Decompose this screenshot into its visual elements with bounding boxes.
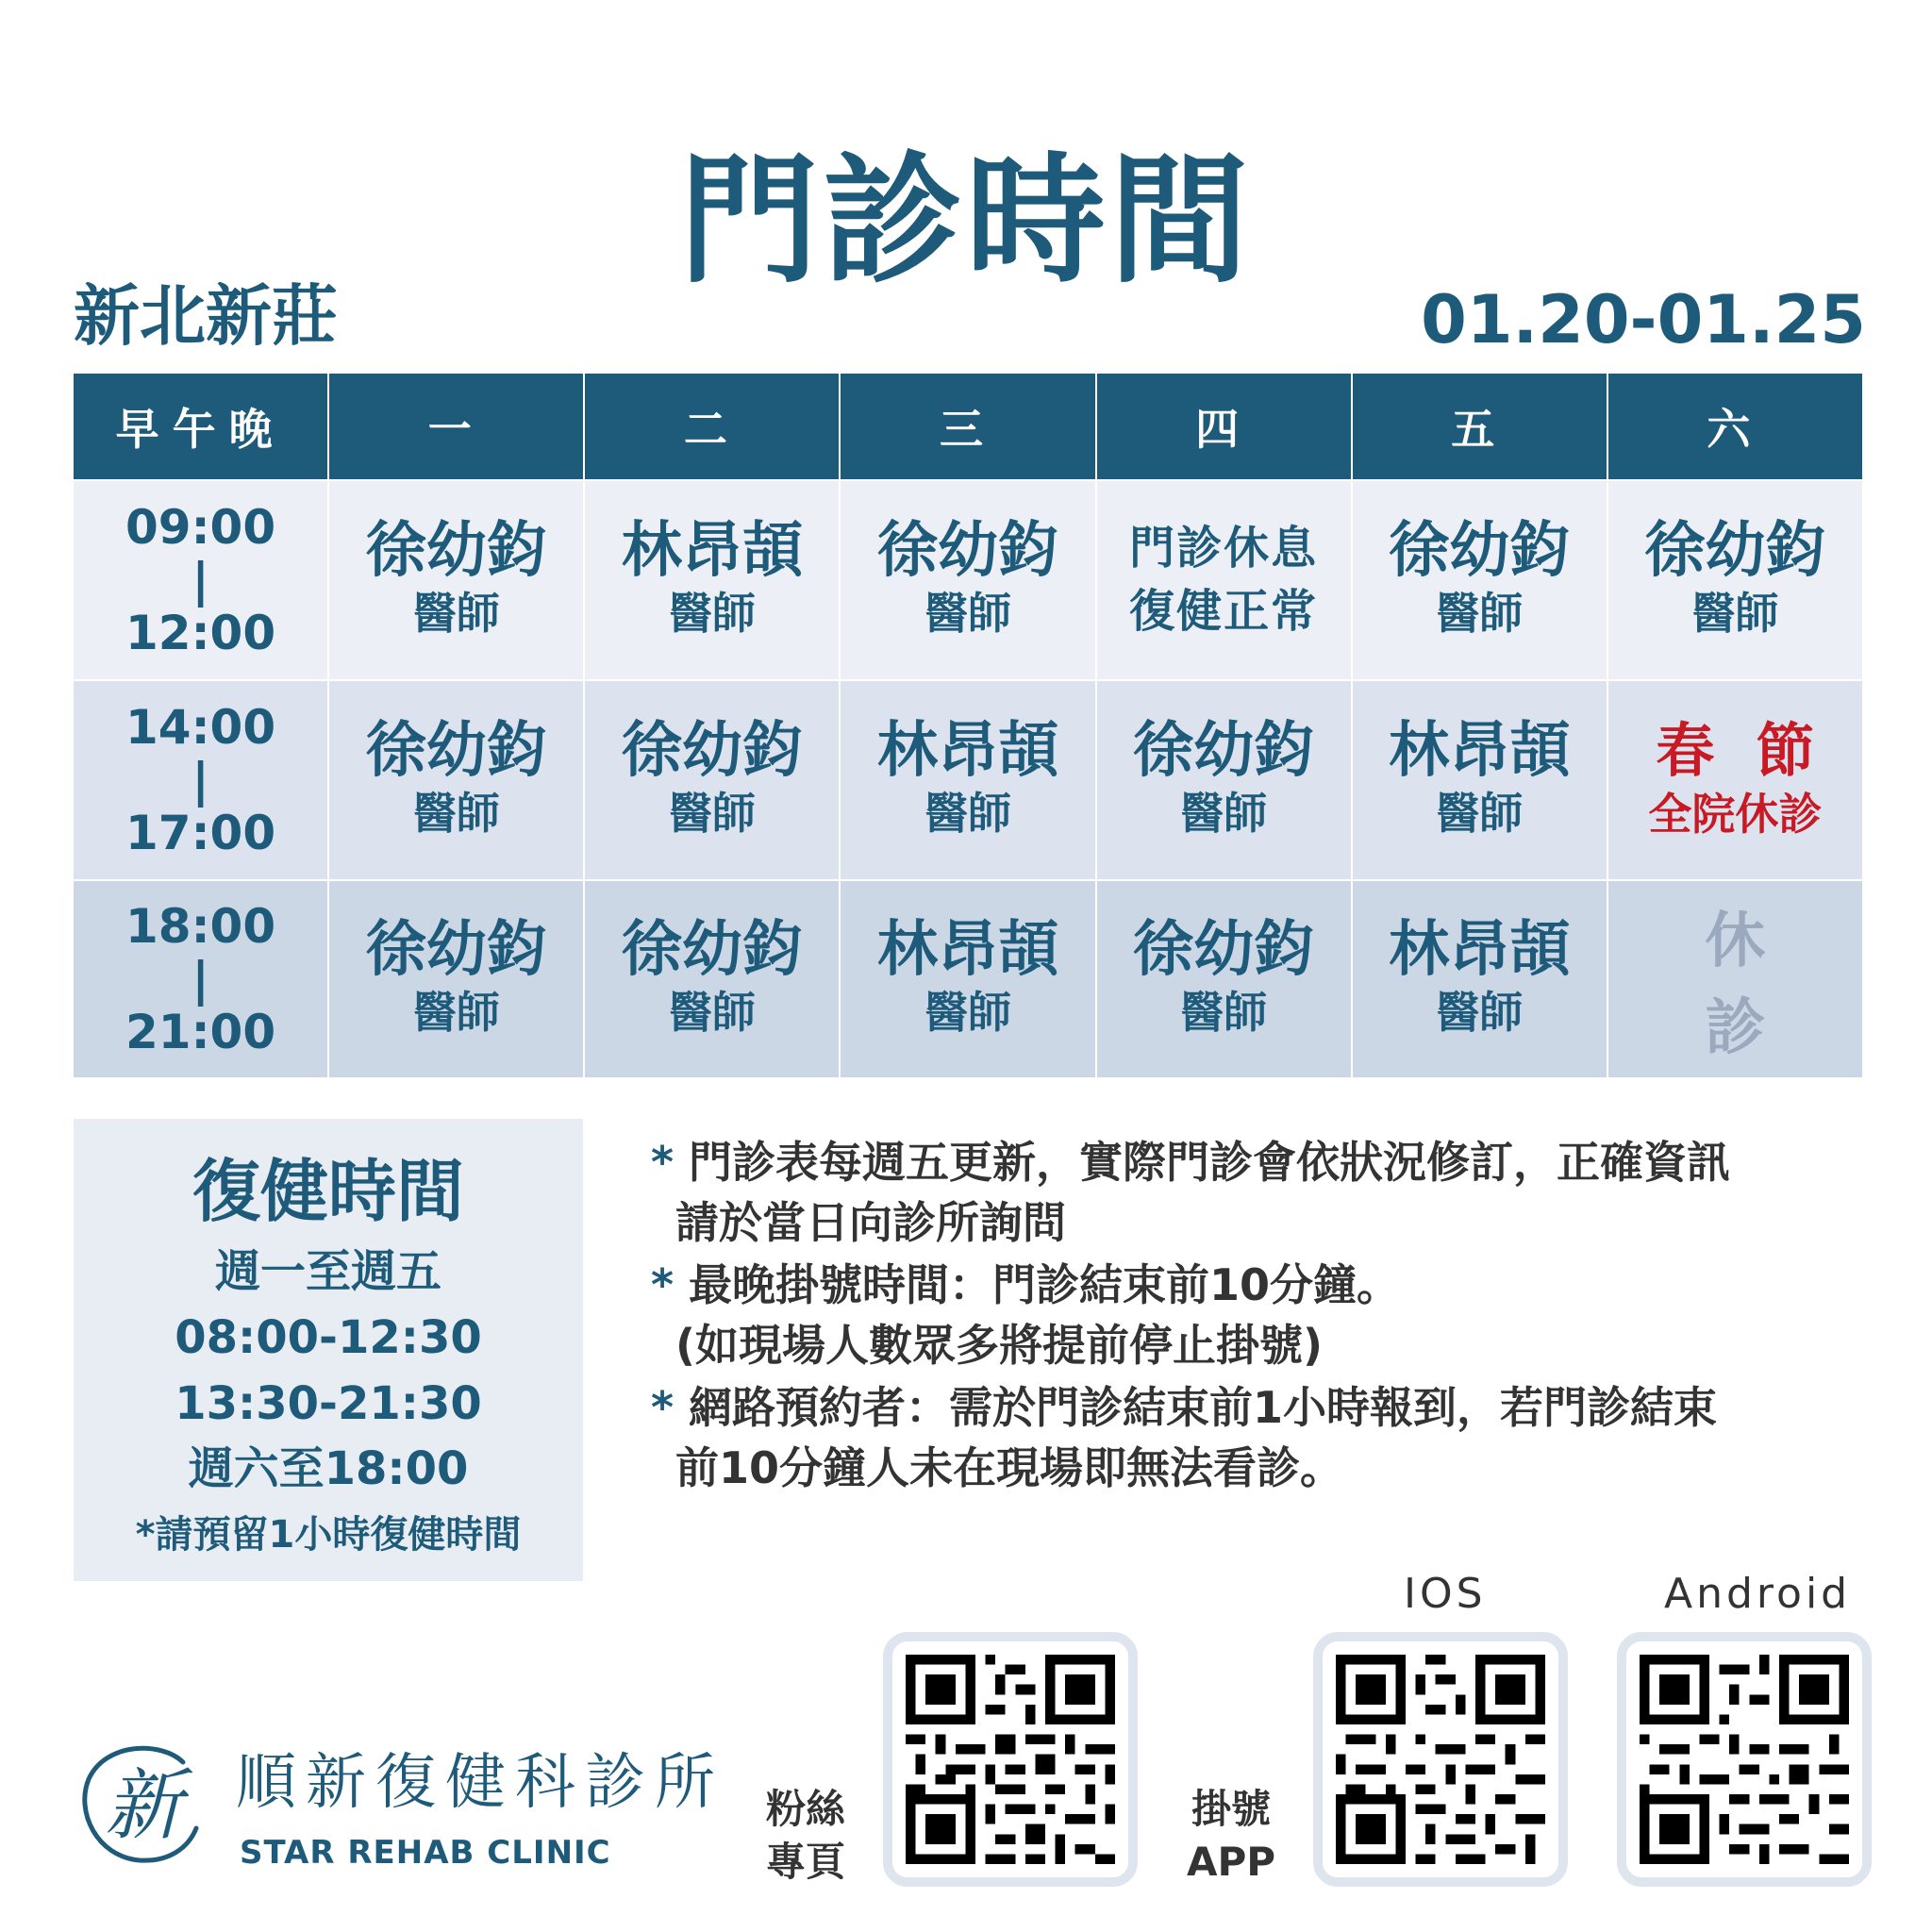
rehab-title: 復健時間: [192, 1152, 464, 1231]
header-day-sat: 六: [1608, 374, 1862, 479]
schedule-cell: [585, 881, 839, 1077]
doctor-role: 醫師: [668, 588, 756, 640]
note-item: [651, 1255, 1868, 1375]
doctor-role: 醫師: [1436, 987, 1524, 1039]
time-end: 21:00: [125, 1005, 276, 1059]
doctor-name: 徐幼鈞: [621, 914, 803, 985]
time-separator: |: [192, 553, 209, 608]
fans-label-line2: 專頁: [766, 1839, 846, 1885]
doctor-name: 徐幼鈞: [1644, 515, 1826, 586]
clinic-logo-icon: [72, 1734, 213, 1875]
schedule-cell: [1608, 481, 1862, 679]
schedule-cell: [1353, 881, 1607, 1077]
time-end: 17:00: [125, 806, 276, 860]
doctor-name: 徐幼鈞: [365, 515, 547, 586]
doctor-name: 林昂頡: [876, 914, 1058, 985]
header-day-fri: 五: [1353, 374, 1607, 479]
doctor-role: 醫師: [412, 588, 500, 640]
holiday-title: 春節: [1656, 716, 1857, 786]
time-start: 18:00: [125, 899, 276, 954]
location-label: 新北新莊: [74, 277, 338, 355]
note-text-continued: 請於當日向診所詢問: [675, 1197, 1066, 1248]
schedule-cell-holiday: [1608, 681, 1862, 879]
doctor-name: 林昂頡: [1389, 914, 1571, 985]
rehab-morning-hours: 08:00-12:30: [175, 1310, 482, 1364]
time-separator: |: [192, 952, 209, 1007]
schedule-cell: [1097, 681, 1351, 879]
schedule-cell: [329, 481, 583, 679]
doctor-role: 醫師: [412, 788, 500, 840]
schedule-cell: [1353, 481, 1607, 679]
schedule-cell: [1353, 681, 1607, 879]
doctor-role: 醫師: [1180, 788, 1268, 840]
header-day-wed: 三: [841, 374, 1094, 479]
android-app-qr-code[interactable]: [1617, 1632, 1872, 1887]
rehab-normal-text: 復健正常: [1129, 585, 1319, 638]
doctor-name: 徐幼鈞: [365, 715, 547, 786]
doctor-role: 醫師: [924, 588, 1011, 640]
android-label: Android: [1664, 1570, 1852, 1618]
doctor-role: 醫師: [1691, 588, 1779, 640]
doctor-role: 醫師: [924, 987, 1011, 1039]
time-end: 12:00: [125, 606, 276, 660]
schedule-cell-closed: [1608, 881, 1862, 1077]
doctor-role: 醫師: [668, 788, 756, 840]
app-label: [1187, 1783, 1275, 1889]
closed-text: 休診: [1705, 907, 1823, 1063]
date-range: 01.20-01.25: [1421, 281, 1866, 358]
rehab-saturday-hours: 週六至18:00: [188, 1442, 469, 1496]
doctor-name: 林昂頡: [621, 515, 803, 586]
rehab-afternoon-hours: 13:30-21:30: [175, 1376, 482, 1430]
asterisk-icon: *: [651, 1382, 675, 1433]
doctor-name: 徐幼鈞: [365, 914, 547, 985]
ios-label: IOS: [1404, 1570, 1487, 1618]
qr-code-icon: [1640, 1655, 1849, 1864]
doctor-role: 醫師: [1180, 987, 1268, 1039]
notes-list: [651, 1132, 1868, 1500]
schedule-cell: [841, 881, 1094, 1077]
schedule-cell: [585, 681, 839, 879]
schedule-cell-clinic-rest: [1097, 481, 1351, 679]
doctor-role: 醫師: [412, 987, 500, 1039]
schedule-cell: [329, 681, 583, 879]
logo-mark: 新: [105, 1761, 182, 1851]
header-day-mon: 一: [329, 374, 583, 479]
schedule-cell: [329, 881, 583, 1077]
schedule-cell: [585, 481, 839, 679]
note-text: 門診表每週五更新，實際門診會依狀況修訂，正確資訊: [689, 1137, 1730, 1188]
fans-label-line1: 粉絲: [766, 1786, 846, 1832]
header-day-thu: 四: [1097, 374, 1351, 479]
page-title: 門診時間: [679, 140, 1253, 302]
clinic-name-cn: 順新復健科診所: [236, 1748, 724, 1818]
doctor-role: 醫師: [924, 788, 1011, 840]
note-text-continued: 前10分鐘人未在現場即無法看診。: [675, 1442, 1344, 1493]
note-text-continued: (如現場人數眾多將提前停止掛號): [675, 1320, 1324, 1371]
schedule-cell: [841, 681, 1094, 879]
clinic-rest-text: 門診休息: [1129, 521, 1319, 575]
note-text: 最晚掛號時間：門診結束前10分鐘。: [689, 1259, 1401, 1310]
note-item: [651, 1377, 1868, 1498]
header-day-tue: 二: [585, 374, 839, 479]
note-item: [651, 1132, 1868, 1253]
doctor-name: 林昂頡: [1389, 715, 1571, 786]
qr-code-icon: [906, 1655, 1115, 1864]
rehab-hours-box: [74, 1119, 583, 1581]
asterisk-icon: *: [651, 1259, 675, 1310]
doctor-name: 徐幼鈞: [1133, 914, 1315, 985]
app-label-line1: 掛號: [1191, 1786, 1272, 1832]
schedule-table: [74, 374, 1862, 1072]
doctor-role: 醫師: [668, 987, 756, 1039]
time-slot-evening: [74, 881, 327, 1077]
doctor-role: 醫師: [1436, 788, 1524, 840]
doctor-name: 林昂頡: [876, 715, 1058, 786]
doctor-name: 徐幼鈞: [621, 715, 803, 786]
app-label-line2: APP: [1187, 1839, 1276, 1885]
doctor-name: 徐幼鈞: [1389, 515, 1571, 586]
qr-code-icon: [1336, 1655, 1545, 1864]
doctor-name: 徐幼鈞: [876, 515, 1058, 586]
ios-app-qr-code[interactable]: [1313, 1632, 1568, 1887]
holiday-closed-text: 全院休診: [1648, 788, 1823, 840]
time-slot-morning: [74, 481, 327, 679]
schedule-cell: [841, 481, 1094, 679]
note-text: 網路預約者：需於門診結束前1小時報到，若門診結束: [689, 1382, 1718, 1433]
doctor-name: 徐幼鈞: [1133, 715, 1315, 786]
fans-page-qr-code[interactable]: [883, 1632, 1138, 1887]
time-slot-afternoon: [74, 681, 327, 879]
header-corner: 早午晚: [74, 374, 327, 479]
clinic-name-en: STAR REHAB CLINIC: [240, 1834, 611, 1872]
time-start: 09:00: [125, 500, 276, 555]
time-start: 14:00: [125, 700, 276, 755]
schedule-cell: [1097, 881, 1351, 1077]
asterisk-icon: *: [651, 1137, 675, 1188]
rehab-weekday-label: 週一至週五: [214, 1245, 441, 1299]
doctor-role: 醫師: [1436, 588, 1524, 640]
time-separator: |: [192, 753, 209, 808]
fans-page-label: [766, 1783, 845, 1889]
rehab-note: *請預留1小時復健時間: [135, 1512, 522, 1557]
